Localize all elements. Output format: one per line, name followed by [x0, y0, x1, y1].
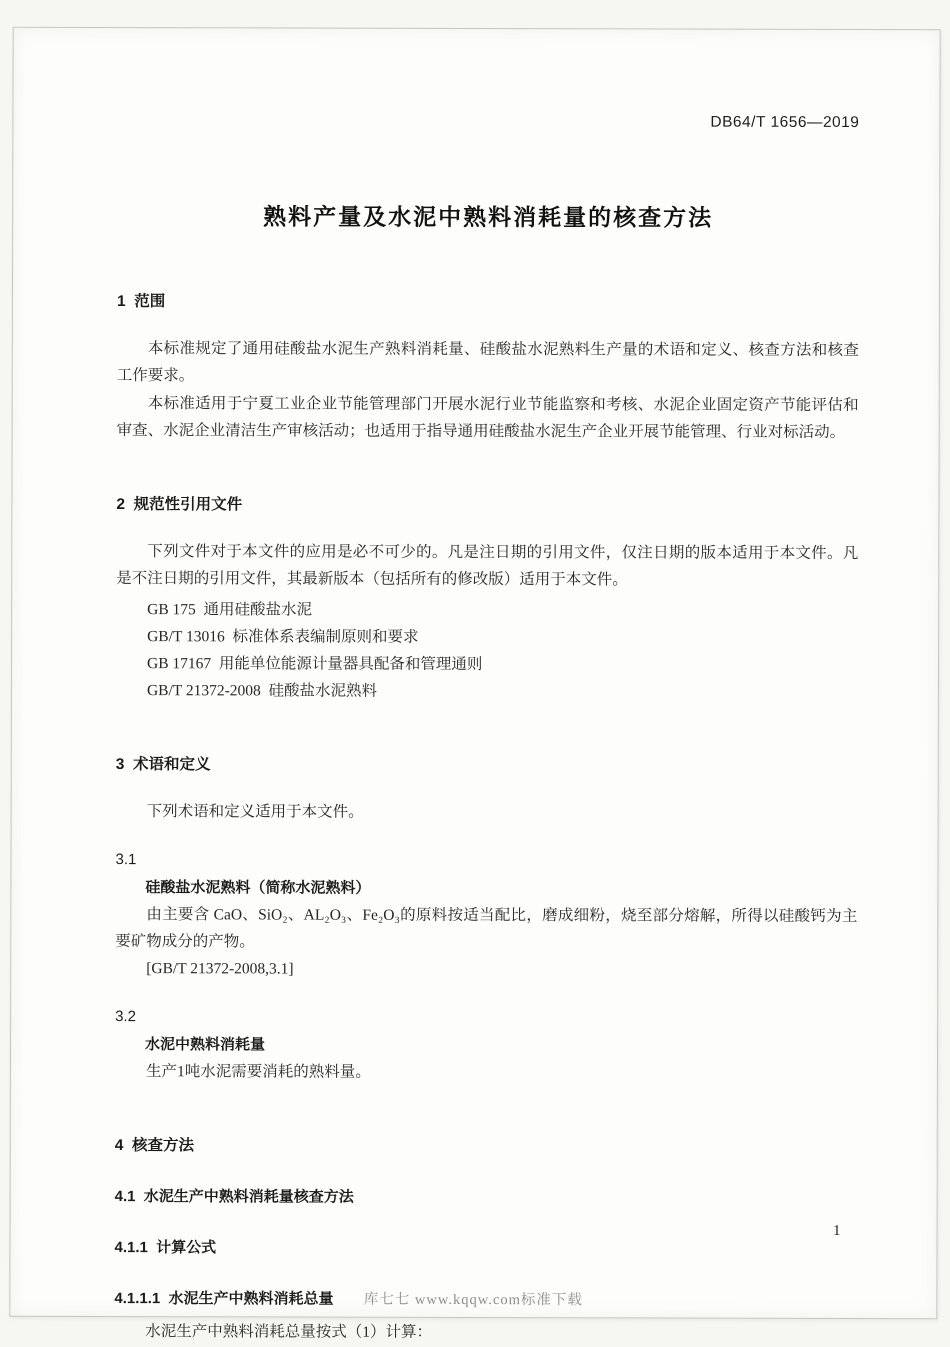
- section-4-1-1-1-heading: 4.1.1.1 水泥生产中熟料消耗总量: [114, 1290, 334, 1308]
- reference-item: GB 17167 用能单位能源计量器具配备和管理通则: [147, 655, 483, 674]
- page-content: [114, 28, 859, 1347]
- document-title: 熟料产量及水泥中熟料消耗量的核查方法: [263, 203, 714, 231]
- section-1-heading: 1 范围: [116, 293, 166, 311]
- section-4-1-heading: 4.1 水泥生产中熟料消耗量核查方法: [114, 1188, 354, 1206]
- normative-references-list: [116, 596, 858, 706]
- section-3-heading: 3 术语和定义: [115, 756, 211, 774]
- term-3-1-number: 3.1: [115, 851, 137, 869]
- section-1-paragraph-2: 本标准适用于宁夏工业企业节能管理部门开展水泥行业节能监察和考核、水泥企业固定资产节能评估和审查、水泥企业清洁生产审核活动；也适用于指导通用硅酸盐水泥生产企业开展节能管理、行业对标活动。: [116, 395, 859, 441]
- term-3-2-title: 水泥中熟料消耗量: [145, 1036, 266, 1054]
- term-3-2-number: 3.2: [115, 1008, 136, 1026]
- footer-watermark: 库七七 www.kqqw.com标准下载: [363, 1291, 583, 1309]
- term-3-2-definition: 生产1吨水泥需要消耗的熟料量。: [145, 1063, 371, 1081]
- term-3-1-definition: 由主要含 CaO、SiO₂、AL₂O₃、Fe₂O₃的原料按适当配比，磨成细粉，烧至部分熔解，所得以硅酸钙为主要矿物成分的产物。: [115, 906, 858, 951]
- reference-item: GB/T 13016 标准体系表编制原则和要求: [147, 628, 419, 646]
- section-1-paragraph-1: 本标准规定了通用硅酸盐水泥生产熟料消耗量、硅酸盐水泥熟料生产量的术语和定义、核查方法和核查工作要求。: [116, 340, 859, 385]
- standard-number: DB64/T 1656—2019: [710, 113, 860, 132]
- reference-item: GB/T 21372-2008 硅酸盐水泥熟料: [146, 682, 378, 700]
- section-2-heading: 2 规范性引用文件: [116, 496, 243, 514]
- scanned-document-page: [9, 27, 940, 1341]
- term-3-1-source: [GB/T 21372-2008,3.1]: [146, 960, 294, 978]
- section-3-paragraph-1: 下列术语和定义适用于本文件。: [146, 803, 364, 821]
- reference-item: GB 175 通用硅酸盐水泥: [147, 601, 313, 619]
- term-3-1-title: 硅酸盐水泥熟料（简称水泥熟料）: [145, 879, 371, 897]
- section-4-heading: 4 核查方法: [114, 1137, 195, 1155]
- section-2-paragraph-1: 下列文件对于本文件的应用是必不可少的。凡是注日期的引用文件，仅注日期的版本适用于本文件。凡是不注日期的引用文件，其最新版本（包括所有的修改版）适用于本文件。: [116, 543, 859, 589]
- section-4-1-1-heading: 4.1.1 计算公式: [114, 1239, 217, 1257]
- section-4-paragraph-1: 水泥生产中熟料消耗总量按式（1）计算：: [145, 1323, 433, 1341]
- page-number: 1: [833, 1222, 841, 1239]
